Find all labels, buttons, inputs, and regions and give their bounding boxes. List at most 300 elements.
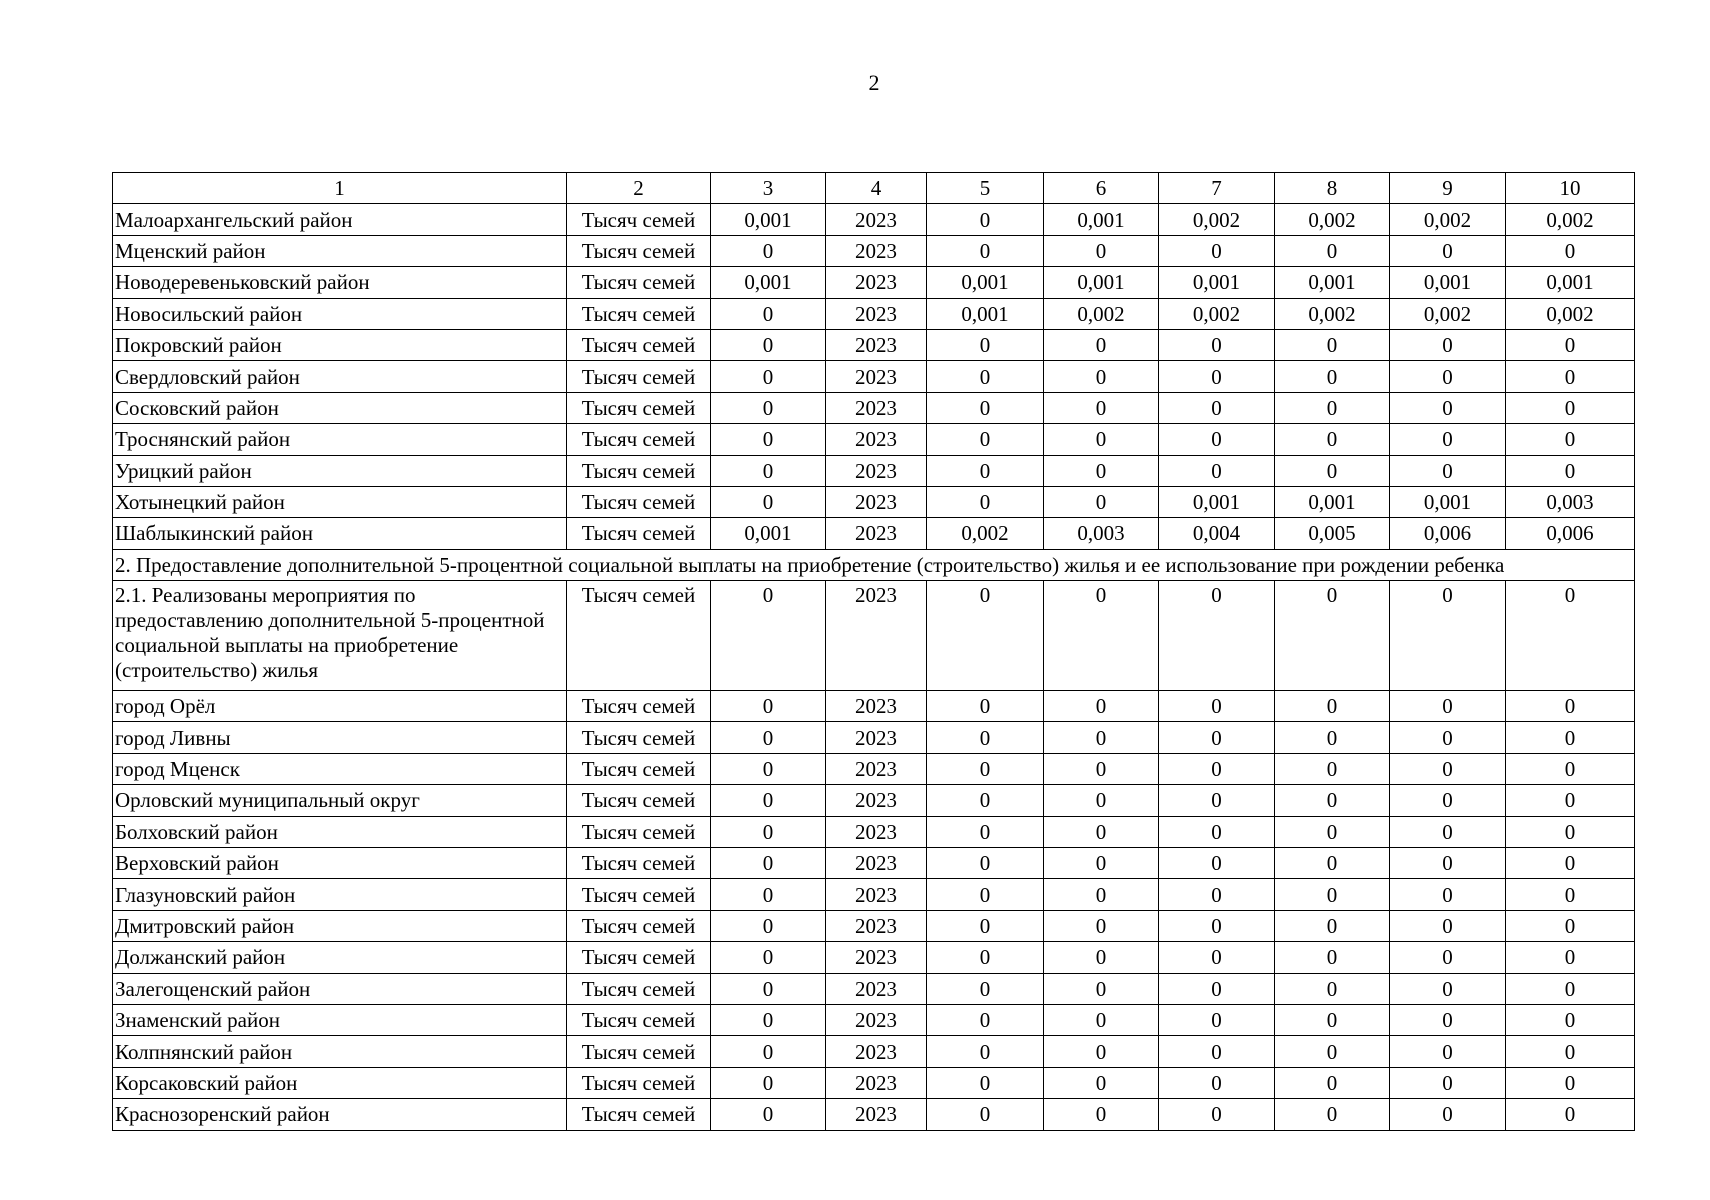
row-value-cell: 2023 (826, 1036, 927, 1067)
row-value-cell: 0 (1275, 816, 1390, 847)
column-number-8: 8 (1275, 173, 1390, 204)
row-name-cell: Дмитровский район (113, 910, 567, 941)
row-value-cell: 2023 (826, 722, 927, 753)
row-unit-cell: Тысяч семей (567, 879, 711, 910)
row-value-cell: 2023 (826, 879, 927, 910)
table-row (113, 518, 1635, 549)
row-unit-cell: Тысяч семей (567, 267, 711, 298)
column-number-3: 3 (711, 173, 826, 204)
row-value-cell: 0 (1159, 722, 1275, 753)
row-value-cell: 0 (927, 910, 1044, 941)
row-value-cell: 0 (927, 753, 1044, 784)
row-value-cell: 0 (927, 329, 1044, 360)
row-value-cell: 0,001 (1390, 267, 1506, 298)
row-value-cell: 0 (1159, 392, 1275, 423)
row-value-cell: 0 (1159, 424, 1275, 455)
row-value-cell: 0 (1390, 848, 1506, 879)
row-name-cell: город Ливны (113, 722, 567, 753)
row-value-cell: 0 (1044, 424, 1159, 455)
row-value-cell: 2023 (826, 942, 927, 973)
row-value-cell: 0 (1275, 1099, 1390, 1130)
section-heading-cell: 2. Предоставление дополнительной 5-процентной социальной выплаты на приобретение (строительство) жилья и ее использование при рождении ребенка (113, 549, 1635, 580)
row-value-cell: 0 (1044, 722, 1159, 753)
row-value-cell: 0 (927, 848, 1044, 879)
row-name-cell: Краснозоренский район (113, 1099, 567, 1130)
row-value-cell: 0 (1390, 785, 1506, 816)
row-value-cell: 0 (1390, 879, 1506, 910)
table-row (113, 581, 1635, 691)
row-value-cell: 2023 (826, 518, 927, 549)
row-value-cell: 2023 (826, 785, 927, 816)
indicators-table (112, 172, 1635, 1131)
row-name-cell: Новодеревеньковский район (113, 267, 567, 298)
row-value-cell: 0,001 (711, 267, 826, 298)
row-unit-cell: Тысяч семей (567, 848, 711, 879)
row-name-cell: Глазуновский район (113, 879, 567, 910)
row-name-cell: Хотынецкий район (113, 486, 567, 517)
row-value-cell: 0,001 (927, 298, 1044, 329)
row-value-cell: 0 (711, 329, 826, 360)
table-row (113, 1067, 1635, 1098)
row-value-cell: 0 (1390, 235, 1506, 266)
row-value-cell: 0 (1044, 848, 1159, 879)
row-value-cell: 0 (1506, 392, 1635, 423)
column-number-7: 7 (1159, 173, 1275, 204)
row-name-cell: Троснянский район (113, 424, 567, 455)
row-value-cell: 0 (927, 1004, 1044, 1035)
row-value-cell: 0 (1044, 329, 1159, 360)
row-value-cell: 0 (1390, 753, 1506, 784)
table-body (113, 173, 1635, 1131)
row-value-cell: 0 (1390, 455, 1506, 486)
row-value-cell: 0,001 (711, 518, 826, 549)
row-value-cell: 0 (927, 816, 1044, 847)
row-value-cell: 0 (1390, 392, 1506, 423)
row-value-cell: 0 (1506, 691, 1635, 722)
row-value-cell: 0 (1275, 424, 1390, 455)
row-value-cell: 0,001 (1275, 486, 1390, 517)
row-value-cell: 0 (1159, 1099, 1275, 1130)
row-value-cell: 0 (1275, 361, 1390, 392)
row-value-cell: 0 (927, 361, 1044, 392)
row-value-cell: 0 (711, 879, 826, 910)
row-name-cell: Орловский муниципальный округ (113, 785, 567, 816)
row-value-cell: 0 (927, 581, 1044, 691)
row-value-cell: 0,002 (1390, 204, 1506, 235)
row-name-cell: Мценский район (113, 235, 567, 266)
column-number-row (113, 173, 1635, 204)
row-value-cell: 0 (927, 691, 1044, 722)
row-value-cell: 2023 (826, 486, 927, 517)
row-value-cell: 0 (1506, 816, 1635, 847)
row-value-cell: 0,006 (1390, 518, 1506, 549)
table-row (113, 722, 1635, 753)
row-name-cell: Новосильский район (113, 298, 567, 329)
row-value-cell: 0 (927, 722, 1044, 753)
row-value-cell: 0 (927, 204, 1044, 235)
row-value-cell: 0,002 (1275, 204, 1390, 235)
row-value-cell: 2023 (826, 753, 927, 784)
row-value-cell: 0 (711, 785, 826, 816)
row-value-cell: 0 (711, 581, 826, 691)
row-value-cell: 0 (1044, 785, 1159, 816)
row-value-cell: 2023 (826, 204, 927, 235)
row-value-cell: 0 (1275, 753, 1390, 784)
row-name-cell: город Орёл (113, 691, 567, 722)
row-value-cell: 0 (1275, 1067, 1390, 1098)
row-value-cell: 0 (711, 392, 826, 423)
row-value-cell: 0,001 (1506, 267, 1635, 298)
row-unit-cell: Тысяч семей (567, 816, 711, 847)
section-heading-row (113, 549, 1635, 580)
row-name-cell: 2.1. Реализованы мероприятия по предоставлению дополнительной 5-процентной социальной выплаты на приобретение (строительство) жилья (113, 581, 567, 691)
row-unit-cell: Тысяч семей (567, 329, 711, 360)
row-value-cell: 0 (711, 1067, 826, 1098)
row-unit-cell: Тысяч семей (567, 973, 711, 1004)
row-value-cell: 0 (1044, 1036, 1159, 1067)
row-value-cell: 0 (1506, 1004, 1635, 1035)
row-value-cell: 0 (1044, 1067, 1159, 1098)
table-row (113, 785, 1635, 816)
row-value-cell: 0 (711, 1036, 826, 1067)
column-number-6: 6 (1044, 173, 1159, 204)
row-value-cell: 0 (927, 973, 1044, 1004)
row-value-cell: 0 (927, 424, 1044, 455)
row-value-cell: 0 (1044, 486, 1159, 517)
row-value-cell: 0 (1159, 581, 1275, 691)
row-value-cell: 0 (927, 1067, 1044, 1098)
row-value-cell: 2023 (826, 361, 927, 392)
row-value-cell: 0 (1506, 848, 1635, 879)
row-name-cell: Знаменский район (113, 1004, 567, 1035)
row-value-cell: 0 (927, 1099, 1044, 1130)
row-unit-cell: Тысяч семей (567, 785, 711, 816)
table-row (113, 424, 1635, 455)
row-value-cell: 2023 (826, 1004, 927, 1035)
row-value-cell: 0,001 (1159, 486, 1275, 517)
row-value-cell: 0 (1159, 816, 1275, 847)
row-unit-cell: Тысяч семей (567, 910, 711, 941)
row-value-cell: 0,001 (1390, 486, 1506, 517)
row-name-cell: Болховский район (113, 816, 567, 847)
row-unit-cell: Тысяч семей (567, 1099, 711, 1130)
row-value-cell: 0 (1159, 753, 1275, 784)
row-value-cell: 2023 (826, 816, 927, 847)
row-value-cell: 0 (1159, 691, 1275, 722)
page-number: 2 (868, 70, 880, 95)
row-value-cell: 2023 (826, 267, 927, 298)
row-value-cell: 0 (1390, 816, 1506, 847)
row-value-cell: 0 (927, 392, 1044, 423)
table-row (113, 298, 1635, 329)
row-value-cell: 0 (1390, 329, 1506, 360)
row-value-cell: 0 (1506, 361, 1635, 392)
row-unit-cell: Тысяч семей (567, 392, 711, 423)
row-value-cell: 0 (1159, 455, 1275, 486)
column-number-1: 1 (113, 173, 567, 204)
table-row (113, 816, 1635, 847)
row-value-cell: 0 (1159, 973, 1275, 1004)
row-value-cell: 0 (1044, 1099, 1159, 1130)
row-value-cell: 0 (1159, 329, 1275, 360)
row-value-cell: 0 (1275, 455, 1390, 486)
row-value-cell: 0 (1506, 722, 1635, 753)
row-value-cell: 0 (1044, 581, 1159, 691)
row-value-cell: 0 (1044, 942, 1159, 973)
row-value-cell: 2023 (826, 910, 927, 941)
table-row (113, 392, 1635, 423)
row-value-cell: 0 (1044, 753, 1159, 784)
row-value-cell: 0 (1390, 1036, 1506, 1067)
table-row (113, 1004, 1635, 1035)
row-value-cell: 2023 (826, 392, 927, 423)
row-unit-cell: Тысяч семей (567, 235, 711, 266)
table-row (113, 329, 1635, 360)
row-value-cell: 0 (1044, 879, 1159, 910)
row-value-cell: 2023 (826, 691, 927, 722)
row-unit-cell: Тысяч семей (567, 753, 711, 784)
row-name-cell: Должанский район (113, 942, 567, 973)
row-value-cell: 0 (1044, 816, 1159, 847)
row-name-cell: Покровский район (113, 329, 567, 360)
row-value-cell: 0 (711, 235, 826, 266)
row-value-cell: 0 (1390, 581, 1506, 691)
row-value-cell: 0 (1275, 910, 1390, 941)
row-value-cell: 0 (1275, 879, 1390, 910)
column-number-2: 2 (567, 173, 711, 204)
row-value-cell: 2023 (826, 235, 927, 266)
row-value-cell: 0 (1506, 785, 1635, 816)
row-unit-cell: Тысяч семей (567, 581, 711, 691)
row-value-cell: 0 (711, 691, 826, 722)
row-value-cell: 0 (1275, 581, 1390, 691)
row-unit-cell: Тысяч семей (567, 942, 711, 973)
row-value-cell: 0 (1506, 910, 1635, 941)
table-row (113, 486, 1635, 517)
row-value-cell: 0 (1390, 722, 1506, 753)
row-value-cell: 0 (711, 455, 826, 486)
row-value-cell: 0 (927, 785, 1044, 816)
table-row (113, 204, 1635, 235)
row-unit-cell: Тысяч семей (567, 424, 711, 455)
row-value-cell: 0 (1275, 1036, 1390, 1067)
row-name-cell: Шаблыкинский район (113, 518, 567, 549)
row-unit-cell: Тысяч семей (567, 204, 711, 235)
row-value-cell: 0,001 (927, 267, 1044, 298)
row-value-cell: 0 (1044, 910, 1159, 941)
table-row (113, 455, 1635, 486)
row-value-cell: 0,002 (1506, 204, 1635, 235)
row-value-cell: 2023 (826, 1099, 927, 1130)
table-row (113, 942, 1635, 973)
row-unit-cell: Тысяч семей (567, 1004, 711, 1035)
row-value-cell: 0,001 (711, 204, 826, 235)
table-row (113, 691, 1635, 722)
row-value-cell: 0 (927, 455, 1044, 486)
row-value-cell: 0,003 (1506, 486, 1635, 517)
row-value-cell: 0 (1275, 329, 1390, 360)
row-value-cell: 0 (927, 235, 1044, 266)
row-value-cell: 2023 (826, 581, 927, 691)
row-value-cell: 0 (711, 1004, 826, 1035)
table-row (113, 1099, 1635, 1130)
row-value-cell: 0 (1390, 1004, 1506, 1035)
table-row (113, 235, 1635, 266)
row-value-cell: 0 (1275, 848, 1390, 879)
row-value-cell: 2023 (826, 1067, 927, 1098)
row-value-cell: 0 (1275, 392, 1390, 423)
row-value-cell: 0 (1159, 1067, 1275, 1098)
row-name-cell: Колпнянский район (113, 1036, 567, 1067)
row-value-cell: 0 (927, 942, 1044, 973)
row-value-cell: 0 (711, 942, 826, 973)
row-value-cell: 0 (1390, 361, 1506, 392)
row-value-cell: 0 (1506, 581, 1635, 691)
row-name-cell: город Мценск (113, 753, 567, 784)
row-value-cell: 0 (927, 879, 1044, 910)
row-value-cell: 0,002 (1044, 298, 1159, 329)
row-value-cell: 0 (1044, 691, 1159, 722)
table-row (113, 910, 1635, 941)
row-value-cell: 0 (1275, 942, 1390, 973)
row-name-cell: Залегощенский район (113, 973, 567, 1004)
row-value-cell: 0 (1159, 235, 1275, 266)
table-row (113, 753, 1635, 784)
row-value-cell: 0,003 (1044, 518, 1159, 549)
row-value-cell: 0,001 (1044, 267, 1159, 298)
row-value-cell: 0 (1159, 1036, 1275, 1067)
row-value-cell: 0 (711, 753, 826, 784)
row-value-cell: 0 (711, 486, 826, 517)
table-row (113, 848, 1635, 879)
row-name-cell: Корсаковский район (113, 1067, 567, 1098)
row-value-cell: 0 (1275, 235, 1390, 266)
row-value-cell: 0 (1390, 1099, 1506, 1130)
row-value-cell: 0,002 (1506, 298, 1635, 329)
table-row (113, 879, 1635, 910)
row-value-cell: 0 (1506, 1036, 1635, 1067)
row-value-cell: 0 (1506, 879, 1635, 910)
row-value-cell: 0 (1275, 722, 1390, 753)
row-unit-cell: Тысяч семей (567, 722, 711, 753)
row-unit-cell: Тысяч семей (567, 1036, 711, 1067)
row-value-cell: 0 (1275, 691, 1390, 722)
row-value-cell: 2023 (826, 848, 927, 879)
column-number-5: 5 (927, 173, 1044, 204)
row-value-cell: 0 (1159, 942, 1275, 973)
row-value-cell: 0 (1159, 785, 1275, 816)
row-value-cell: 0,006 (1506, 518, 1635, 549)
table-row (113, 267, 1635, 298)
row-unit-cell: Тысяч семей (567, 361, 711, 392)
column-number-9: 9 (1390, 173, 1506, 204)
row-value-cell: 2023 (826, 424, 927, 455)
row-name-cell: Верховский район (113, 848, 567, 879)
row-value-cell: 0 (927, 1036, 1044, 1067)
row-value-cell: 0,005 (1275, 518, 1390, 549)
row-name-cell: Малоархангельский район (113, 204, 567, 235)
row-value-cell: 0 (711, 424, 826, 455)
row-value-cell: 0 (1044, 361, 1159, 392)
row-name-cell: Свердловский район (113, 361, 567, 392)
row-value-cell: 0,002 (1159, 204, 1275, 235)
row-unit-cell: Тысяч семей (567, 1067, 711, 1098)
row-value-cell: 0 (711, 1099, 826, 1130)
row-value-cell: 0 (711, 973, 826, 1004)
row-unit-cell: Тысяч семей (567, 518, 711, 549)
row-value-cell: 0 (1044, 235, 1159, 266)
row-value-cell: 0 (1506, 1099, 1635, 1130)
row-name-cell: Сосковский район (113, 392, 567, 423)
row-value-cell: 0 (1044, 1004, 1159, 1035)
row-value-cell: 2023 (826, 329, 927, 360)
row-unit-cell: Тысяч семей (567, 486, 711, 517)
row-value-cell: 0 (1506, 1067, 1635, 1098)
row-value-cell: 0,004 (1159, 518, 1275, 549)
row-value-cell: 0 (1506, 424, 1635, 455)
row-value-cell: 0 (1506, 329, 1635, 360)
row-value-cell: 0 (1275, 785, 1390, 816)
row-value-cell: 0 (1390, 691, 1506, 722)
row-value-cell: 2023 (826, 973, 927, 1004)
row-value-cell: 0 (1390, 973, 1506, 1004)
row-value-cell: 0 (711, 298, 826, 329)
row-value-cell: 0 (1159, 1004, 1275, 1035)
row-value-cell: 0 (1390, 942, 1506, 973)
row-value-cell: 0 (1506, 455, 1635, 486)
row-value-cell: 0 (1044, 973, 1159, 1004)
row-name-cell: Урицкий район (113, 455, 567, 486)
row-value-cell: 0,001 (1044, 204, 1159, 235)
row-value-cell: 0 (711, 722, 826, 753)
row-value-cell: 0,002 (927, 518, 1044, 549)
table-row (113, 1036, 1635, 1067)
row-value-cell: 0,002 (1390, 298, 1506, 329)
row-value-cell: 0,002 (1159, 298, 1275, 329)
table-row (113, 361, 1635, 392)
row-value-cell: 0 (711, 848, 826, 879)
row-value-cell: 0 (1506, 753, 1635, 784)
row-value-cell: 0,001 (1275, 267, 1390, 298)
row-value-cell: 0,002 (1275, 298, 1390, 329)
row-unit-cell: Тысяч семей (567, 455, 711, 486)
row-value-cell: 0 (1390, 910, 1506, 941)
row-value-cell: 0 (1044, 392, 1159, 423)
row-value-cell: 0 (1159, 848, 1275, 879)
row-value-cell: 0 (1506, 973, 1635, 1004)
row-value-cell: 0 (927, 486, 1044, 517)
row-value-cell: 0,001 (1159, 267, 1275, 298)
row-value-cell: 0 (1159, 879, 1275, 910)
column-number-4: 4 (826, 173, 927, 204)
row-value-cell: 0 (1390, 1067, 1506, 1098)
row-unit-cell: Тысяч семей (567, 298, 711, 329)
row-value-cell: 0 (1159, 910, 1275, 941)
column-number-10: 10 (1506, 173, 1635, 204)
row-value-cell: 2023 (826, 455, 927, 486)
row-value-cell: 0 (711, 361, 826, 392)
row-value-cell: 0 (1044, 455, 1159, 486)
row-value-cell: 0 (711, 816, 826, 847)
row-value-cell: 2023 (826, 298, 927, 329)
row-unit-cell: Тысяч семей (567, 691, 711, 722)
row-value-cell: 0 (1275, 973, 1390, 1004)
row-value-cell: 0 (711, 910, 826, 941)
row-value-cell: 0 (1390, 424, 1506, 455)
row-value-cell: 0 (1506, 942, 1635, 973)
row-value-cell: 0 (1506, 235, 1635, 266)
row-value-cell: 0 (1275, 1004, 1390, 1035)
